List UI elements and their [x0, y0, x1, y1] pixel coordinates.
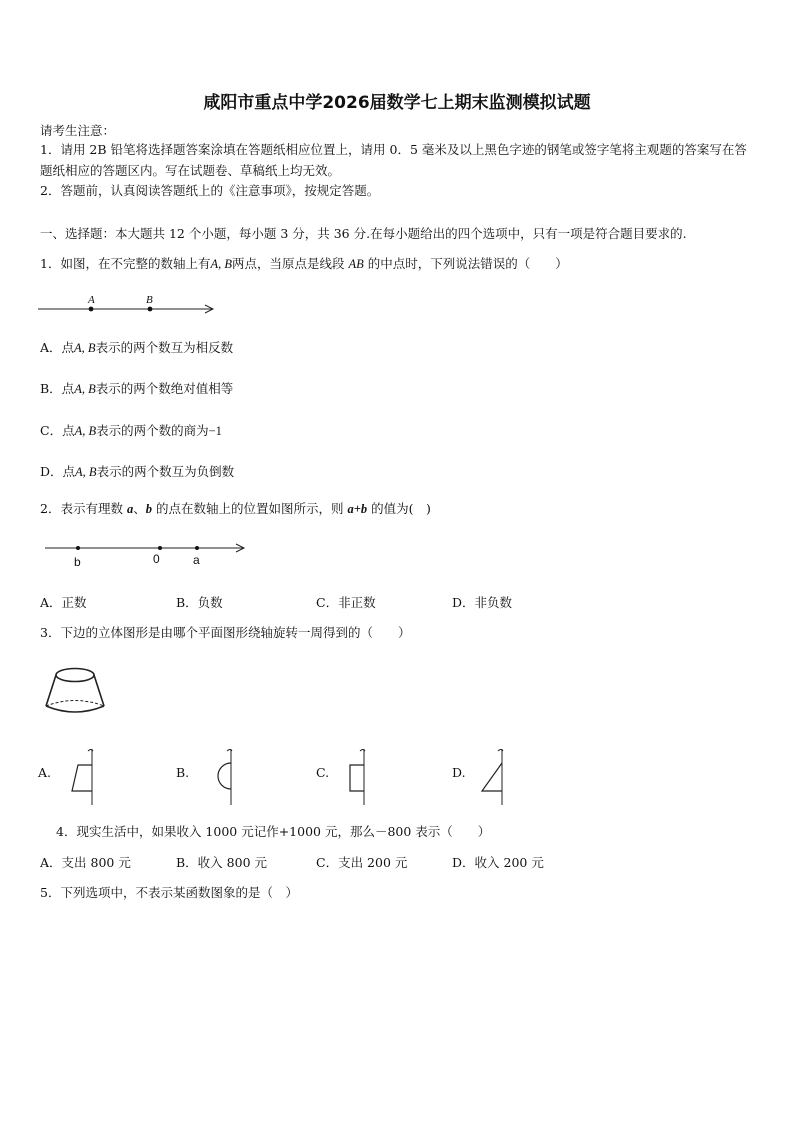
q1-option-a: A．点A, B表示的两个数互为相反数: [40, 340, 234, 355]
q1-stem: 1．如图，在不完整的数轴上有A, B两点，当原点是线段 AB 的中点时，下列说法错误的（ ）: [40, 256, 568, 271]
notice-heading: 请考生注意：: [40, 123, 116, 138]
q3-option-d-triangle: [476, 745, 516, 807]
frustum-figure: [44, 664, 106, 718]
q4-stem: 4．现实生活中，如果收入 1000 元记作+1000 元，那么－800 表示（ ）: [56, 824, 491, 839]
q2-number-line-figure: [45, 540, 250, 570]
q1-option-b: B．点A, B表示的两个数绝对值相等: [40, 381, 234, 396]
q2-option-b: B．负数: [176, 595, 223, 610]
q3-option-b-semicircle: [206, 745, 246, 807]
q4-option-b: B．收入 800 元: [176, 855, 267, 870]
q4-option-a: A．支出 800 元: [40, 855, 131, 870]
q3-option-a: A.: [38, 765, 52, 780]
notice-item-1: 1．请用 2B 铅笔将选择题答案涂填在答题纸相应位置上，请用 0．5 毫米及以上黑色字迹的钢笔或签字笔将主观题的答案写在答题纸相应的答题区内。写在试题卷、草稿纸上均无效。: [40, 142, 747, 178]
section-heading: 一、选择题：本大题共 12 个小题，每小题 3 分，共 36 分.在每小题给出的四个选项中，只有一项是符合题目要求的.: [40, 226, 687, 241]
q3-option-c-rectangle: [346, 745, 386, 807]
q1-fig-label-a: A: [88, 294, 95, 306]
q2-option-c: C．非正数: [316, 595, 376, 610]
q2-fig-label-b: b: [74, 555, 81, 569]
q1-fig-label-b: B: [146, 294, 153, 306]
q2-option-d: D．非负数: [452, 595, 513, 610]
page-title: 咸阳市重点中学2026届数学七上期末监测模拟试题: [203, 93, 591, 113]
q2-stem: 2．表示有理数 a、b 的点在数轴上的位置如图所示，则 a+b 的值为( ): [40, 501, 431, 516]
q3-option-a-trapezoid: [66, 745, 106, 807]
q5-stem: 5．下列选项中，不表示某函数图象的是（ ）: [40, 885, 298, 900]
q3-option-c: C.: [316, 765, 330, 780]
q1-option-d: D．点A, B表示的两个数互为负倒数: [40, 464, 235, 479]
q4-option-c: C．支出 200 元: [316, 855, 408, 870]
q3-option-d: D.: [452, 765, 466, 780]
q4-option-d: D．收入 200 元: [452, 855, 544, 870]
q2-fig-label-0: 0: [153, 552, 160, 566]
q1-number-line-figure: [38, 292, 218, 318]
q3-option-b: B.: [176, 765, 190, 780]
q1-option-c: C．点A, B表示的两个数的商为−1: [40, 423, 222, 438]
q2-fig-label-a: a: [193, 553, 200, 567]
notice-item-2: 2．答题前，认真阅读答题纸上的《注意事项》，按规定答题。: [40, 183, 380, 198]
q3-stem: 3．下边的立体图形是由哪个平面图形绕轴旋转一周得到的（ ）: [40, 625, 411, 640]
q2-option-a: A．正数: [40, 595, 87, 610]
